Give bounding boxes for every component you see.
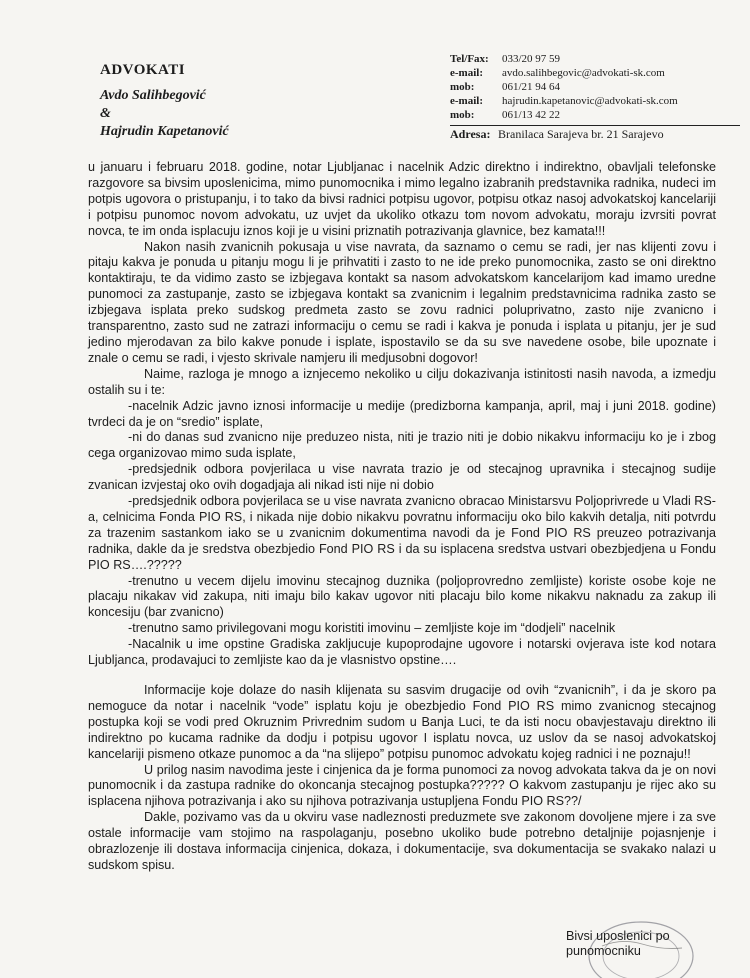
address-row [450,125,740,141]
list-item: -trenutno u vecem dijelu imovinu stecajnog duznika (poljoprovredno zemljiste) koriste osobe koje ne placaju nikakav vid zakupa, niti imaju bilo kakav ugovor niti placaju bilo kome nikakvu naknadu za zakup ili koncesiju (bar zvanicno) [88,573,716,620]
contact-row [450,80,740,94]
contact-value: avdo.salihbegovic@advokati-sk.com [502,67,665,79]
lawyer-name-1: Avdo Salihbegović [100,88,206,103]
paragraph: u januaru i februaru 2018. godine, notar Ljubljanac i nacelnik Adzic direktno i indirektno, obavljali telefonske razgovore sa bivsim uposlenicima, mimo punomocnika i mimo legalno izabranih predstavnika radnika, nudeci im potpis ugovora o pristupanju, i to tako da bivsi radnici potpisu ugovor, potpisu otkaz nasoj advokatskoj kancelariji i potpisu punomoc novom advokatu, uz uvjet da ukoliko otkazu tom novom advokatu, moraju izvrsiti povrat novca, te im onda isplacuju iznos koji je u visini priznatih potrazivanja glavnice, bez kamata!!! [88,160,716,238]
list-item: -predsjednik odbora povjerilaca se u vise navrata zvanicno obracao Ministarsvu Poljoprivrede u Vladi RS-a, celnicima Fonda PIO RS, i nikada nije dobio nikakvu povratnu informaciju oko bilo kakvih detalja, niti potvrdu za trazenim sastankom iako se u zvanicnim dokumentima navodi da je Fond PIO RS preuzeo potrazivanja radnika, dakle da je sredstva obezbjedio Fond PIO RS i da su isplacena sredstva ustvari obezbjedjena u Fondu PIO RS….????? [88,494,716,572]
firm-name: ADVOKATI [100,62,186,78]
signature-line-1: Bivsi uposlenici po [566,929,670,943]
signature-block [566,929,670,959]
list-item: -predsjednik odbora povjerilaca u vise navrata trazio je od stecajnog upravnika i stecajnog sudije zvanican izvjestaj oko ovih dogadjaja ali nikad isti nije ni dobio [88,462,716,493]
contact-row [450,66,740,80]
contact-value: 061/13 42 22 [502,109,561,121]
address-value: Branilaca Sarajeva br. 21 Sarajevo [498,127,664,141]
paragraph: Nakon nasih zvanicnih pokusaja u vise navrata, da saznamo o cemu se radi, jer nas klijenti zovu i pitaju kakva je ponuda u pitanju mogu li je prihvatiti i zasto to ne ide preko punomocnika, zasto se oni direktno kontaktiraju, te da vidimo zasto se izbjegava kontakt sa nasom advokatskom kancelarijom kad imamo uredne punomoci za zastupanje, zasto se izbjegava kontakt sa zvanicnim i legalnim predstavnicima radnika zasto se izbjegava isplata preko sudskog predmeta zasto se zovu radnici poluprivatno, zasto nije zvanicno i transparentno, zasto sud ne zatrazi informaciju o cemu se radi i kakva je ponuda i isplata u pitanju, jer je sud jedino mjerodavan za bilo kakve ponude i isplate, ispostavilo se da su sve navedene osobe, bile upoznate i znale o cemu se radi, i vjesto skrivale namjeru ili medjusobni dogovor! [88,239,716,365]
ampersand: & [100,106,111,121]
contact-label: mob: [450,81,475,93]
list-item: -ni do danas sud zvanicno nije preduzeo nista, niti je trazio niti je dobio nikakvu informaciju ko je i zbog cega organizovao mimo suda isplate, [88,430,716,461]
contact-label: e-mail: [450,67,483,79]
list-item: -Nacalnik u ime opstine Gradiska zakljucuje kupoprodajne ugovore i notarski ovjerava iste kod notara Ljubljanca, prodavajuci to zemljiste kao da je vlasnistvo opstine…. [88,637,716,668]
contact-value: 061/21 94 64 [502,81,561,93]
list-item: -trenutno samo privilegovani mogu koristiti imovinu – zemljiste koje im “dodjeli” nacelnik [128,621,616,636]
paragraph: U prilog nasim navodima jeste i cinjenica da je forma punomoci za novog advokata takva da je on novi punomocnik i da zastupa radnike do okoncanja stecajnog postupka????? O kakvom zastupanju je rijec ako su isplacena njihova potrazivanja i ako su njihova potrazivanja ustupljena Fondu PIO RS??/ [88,762,716,809]
letter-body [88,160,716,874]
paragraph: Informacije koje dolaze do nasih klijenata su sasvim drugacije od ovih “zvanicnih”, i da je skoro pa nemoguce da notar i nacelnik “vode” isplatu koju je obezbjedio Fond PIO RS mimo zvanicnog stecajnog postupka koji se vodi pred Okruznim Privrednim sudom u Banja Luci, te da isti nocu obavjestavaju direktno ili indirektno po kucama radnike da dodju i potpisu ugovor I isplatu novca, uz uslov da se nasoj advokatskoj kancelariji pismeno otkaze punomoc a da “na slijepo” potpisu punomoc advokatu kojeg radnici i ne poznaju!! [88,683,716,761]
contact-row [450,108,740,122]
contact-value: hajrudin.kapetanovic@advokati-sk.com [502,95,678,107]
address-label: Adresa: [450,127,491,141]
list-item: -nacelnik Adzic javno iznosi informacije u medije (predizborna kampanja, april, maj i juni 2018. godine) tvrdeci da je on “sredio” isplate, [88,398,716,429]
contact-label: e-mail: [450,95,483,107]
letterhead-firm-block [100,62,229,140]
contact-row [450,94,740,108]
signature-line-2: punomocniku [566,944,641,958]
paragraph: Naime, razloga je mnogo a iznjecemo nekoliko u cilju dokazivanja istinitosti nasih navoda, a izmedju ostalih su i te: [88,366,716,397]
lawyer-name-2: Hajrudin Kapetanović [100,124,229,139]
contact-value: 033/20 97 59 [502,53,561,65]
contact-row [450,52,740,66]
paragraph: Dakle, pozivamo vas da u okviru vase nadleznosti preduzmete sve zakonom dovoljene mjere i za sve ostale informacije vam stojimo na raspolaganju, posebno ukoliko bude potrebno detaljnije pojasnjenje i obrazlozenje ili dostava informacija cinjenica, dokaza, i dokumentacije, sva dokumentacija se svakako nalazi u sudskom spisu. [88,810,716,872]
contact-label: mob: [450,109,475,121]
contact-label: Tel/Fax: [450,53,489,65]
letterhead-contact-block [450,52,740,141]
